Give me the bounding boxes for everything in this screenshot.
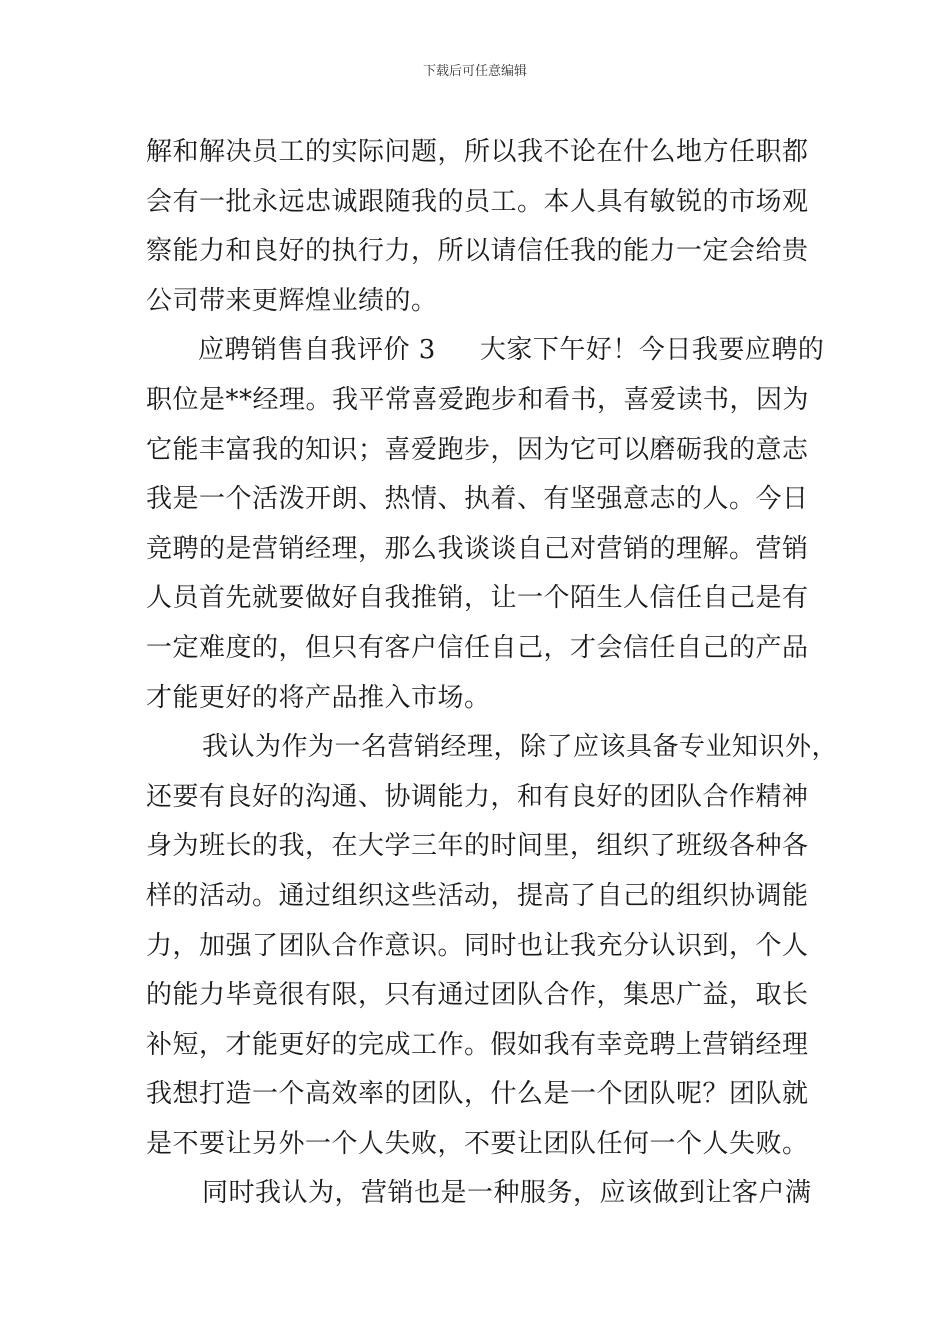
- page-header: 下载后可任意编辑: [422, 64, 527, 79]
- text-line: 一定难度的，但只有客户信任自己，才会信任自己的产品: [146, 632, 809, 663]
- paragraph-start-line: 同时我认为，营销也是一种服务，应该做到让客户满: [202, 1178, 812, 1209]
- text-line: 职位是**经理。我平常喜爱跑步和看书，喜爱读书，因为: [146, 384, 810, 415]
- text-line: 解和解决员工的实际问题，所以我不论在什么地方任职都: [146, 137, 809, 167]
- text-line: 人员首先就要做好自我推销，让一个陌生人信任自己是有: [146, 583, 809, 614]
- paragraph-start-line: 我认为作为一名营销经理，除了应该具备专业知识外，: [202, 732, 839, 763]
- text-line: 身为班长的我，在大学三年的时间里，组织了班级各种各: [146, 831, 809, 862]
- text-line: 公司带来更辉煌业绩的。: [146, 285, 438, 316]
- text-line: 样的活动。通过组织这些活动，提高了自己的组织协调能: [146, 880, 809, 911]
- text-line: 会有一批永远忠诚跟随我的员工。本人具有敏锐的市场观: [146, 186, 809, 217]
- text-line: 我是一个活泼开朗、热情、执着、有坚强意志的人。今日: [146, 484, 809, 515]
- section-heading: 应聘销售自我评价 3: [198, 335, 436, 366]
- greeting-text: 大家下午好！今日我要应聘的: [479, 335, 825, 366]
- text-line: 竞聘的是营销经理，那么我谈谈自己对营销的理解。营销: [146, 533, 809, 564]
- text-line: 力，加强了团队合作意识。同时也让我充分认识到，个人: [146, 930, 809, 961]
- text-line: 才能更好的将产品推入市场。: [146, 682, 491, 713]
- text-line: 是不要让另外一个人失败，不要让团队任何一个人失败。: [146, 1128, 809, 1159]
- document-body: [146, 128, 839, 1219]
- text-line: 我想打造一个高效率的团队，什么是一个团队呢？团队就: [146, 1079, 809, 1110]
- text-line: 的能力毕竟很有限，只有通过团队合作，集思广益，取长: [146, 980, 809, 1011]
- text-line: 还要有良好的沟通、协调能力，和有良好的团队合作精神: [146, 781, 809, 812]
- text-line: 察能力和良好的执行力，所以请信任我的能力一定会给贵: [146, 236, 809, 267]
- text-line: 它能丰富我的知识；喜爱跑步，因为它可以磨砺我的意志: [146, 434, 809, 465]
- text-line: 补短，才能更好的完成工作。假如我有幸竞聘上营销经理: [146, 1029, 809, 1060]
- section-heading-line: [146, 326, 826, 376]
